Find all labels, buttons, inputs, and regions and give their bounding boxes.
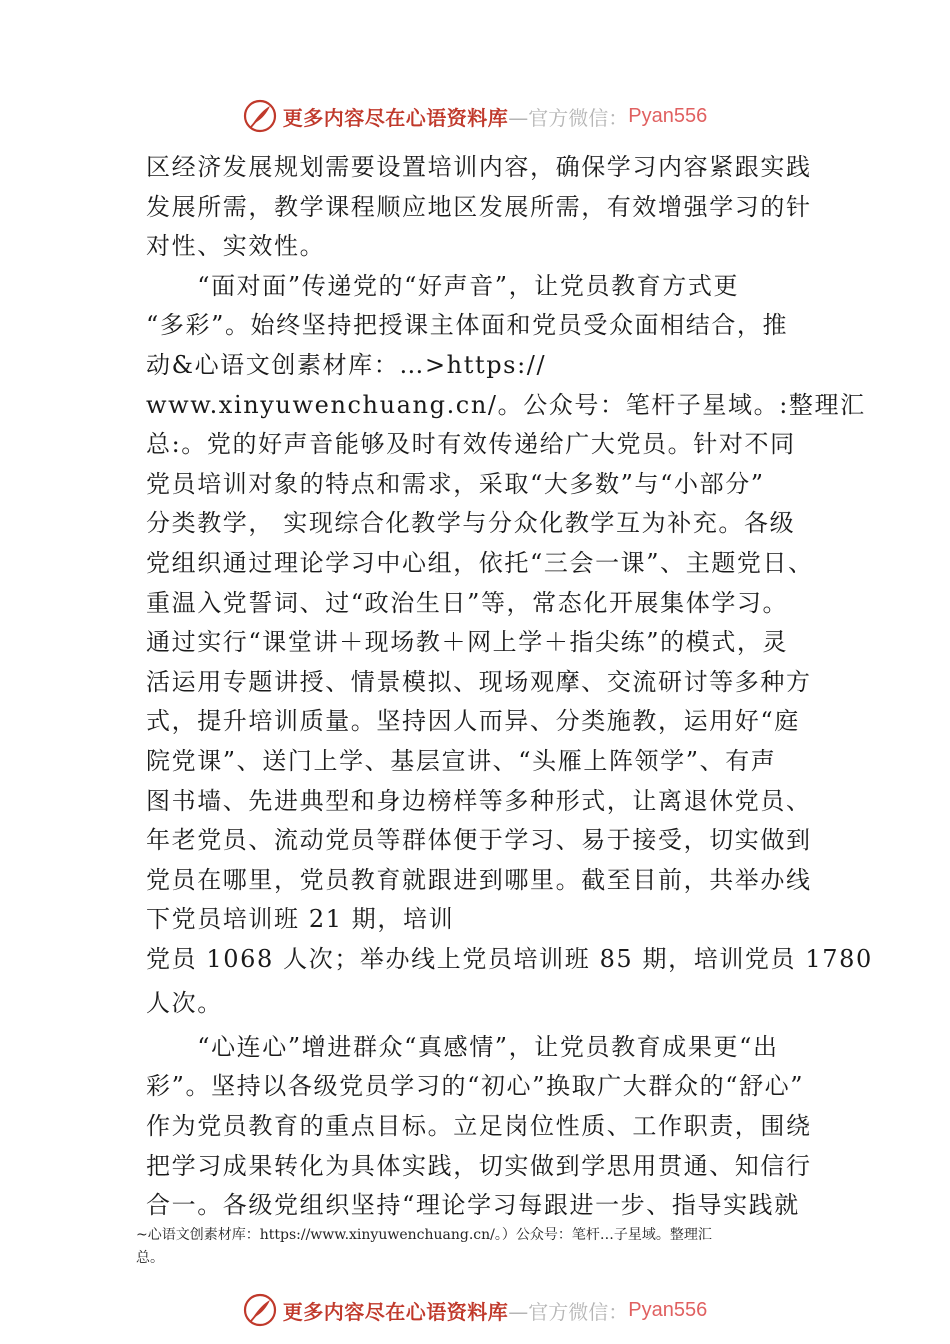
text-line: 院党课”、送门上学、基层宣讲、“头雁上阵领学”、有声	[146, 746, 777, 775]
banner-wechat-id: Pyan556	[628, 104, 708, 127]
quill-logo-icon	[243, 1293, 277, 1327]
text-line: 党员培训对象的特点和需求，采取“大多数”与“小部分”	[146, 469, 765, 498]
text-line: 重温入党誓词、过“政治生日”等，常态化开展集体学习。	[146, 588, 789, 617]
text-line: “多彩”。始终坚持把授课主体面和党员受众面相结合，推	[146, 311, 789, 340]
footnote	[136, 1224, 846, 1270]
document-body	[146, 148, 873, 1226]
text-line: “心连心”增进群众“真感情”，让党员教育成果更“出	[146, 1032, 779, 1061]
banner-brand: 更多内容尽在心语资料库	[282, 1299, 509, 1324]
text-line: 作为党员教育的重点目标。立足岗位性质、工作职责，围绕	[146, 1112, 812, 1141]
text-line: 图书墙、先进典型和身边榜样等多种形式，让离退休党员、	[146, 786, 812, 815]
text-line: 活运用专题讲授、情景模拟、现场观摩、交流研讨等多种方	[146, 667, 812, 696]
text-line: 下党员培训班 21 期，培训	[146, 905, 455, 934]
text-line: 彩”。坚持以各级党员学习的“初心”换取广大群众的“舒心”	[146, 1072, 805, 1101]
text-line: 对性、实效性。	[146, 232, 326, 261]
paragraph	[146, 1028, 826, 1226]
paragraph	[146, 267, 873, 1028]
banner-wechat-id: Pyan556	[628, 1298, 708, 1321]
paragraph	[146, 148, 826, 267]
text-line: “面对面”传递党的“好声音”，让党员教育方式更	[146, 271, 740, 300]
text-line: 分类教学， 实现综合化教学与分众化教学互为补充。各级	[146, 509, 796, 538]
header-banner	[0, 96, 950, 136]
text-line: www.xinyuwenchuang.cn/。公众号：笔杆子星域。:整理汇	[146, 390, 866, 419]
text-line: 党员在哪里，党员教育就跟进到哪里。截至目前，共举办线	[146, 865, 812, 894]
text-line: 式，提升培训质量。坚持因人而异、分类施教，运用好“庭	[146, 707, 800, 736]
text-line: 党组织通过理论学习中心组，依托“三会一课”、主题党日、	[146, 548, 814, 577]
text-line: 人次。	[146, 988, 223, 1017]
text-line: 通过实行“课堂讲＋现场教＋网上学＋指尖练”的模式，灵	[146, 628, 789, 657]
text-line: 发展所需，教学课程顺应地区发展所需，有效增强学习的针	[146, 192, 812, 221]
text-line: 党员 1068 人次；举办线上党员培训班 85 期，培训党员 1780	[146, 944, 873, 973]
text-line: 把学习成果转化为具体实践，切实做到学思用贯通、知信行	[146, 1151, 812, 1180]
footer-banner	[0, 1290, 950, 1330]
banner-separator: —官方微信：	[508, 1299, 629, 1324]
text-line: 区经济发展规划需要设置培训内容，确保学习内容紧跟实践	[146, 153, 812, 181]
text-line: 总:。党的好声音能够及时有效传递给广大党员。针对不同	[146, 430, 796, 459]
banner-brand: 更多内容尽在心语资料库	[282, 105, 509, 130]
quill-logo-icon	[243, 99, 277, 133]
footnote-line: 总。	[136, 1250, 164, 1266]
text-line: 动&心语文创素材库：…>https://	[146, 350, 547, 379]
text-line: 年老党员、流动党员等群体便于学习、易于接受，切实做到	[146, 826, 812, 855]
text-line: 合一。各级党组织坚持“理论学习每跟进一步、指导实践就	[146, 1191, 800, 1220]
footnote-line: ~心语文创素材库：https://www.xinyuwenchuang.cn/。）公众号：笔杆…子星域。整理汇	[136, 1227, 712, 1243]
banner-separator: —官方微信：	[508, 105, 629, 130]
